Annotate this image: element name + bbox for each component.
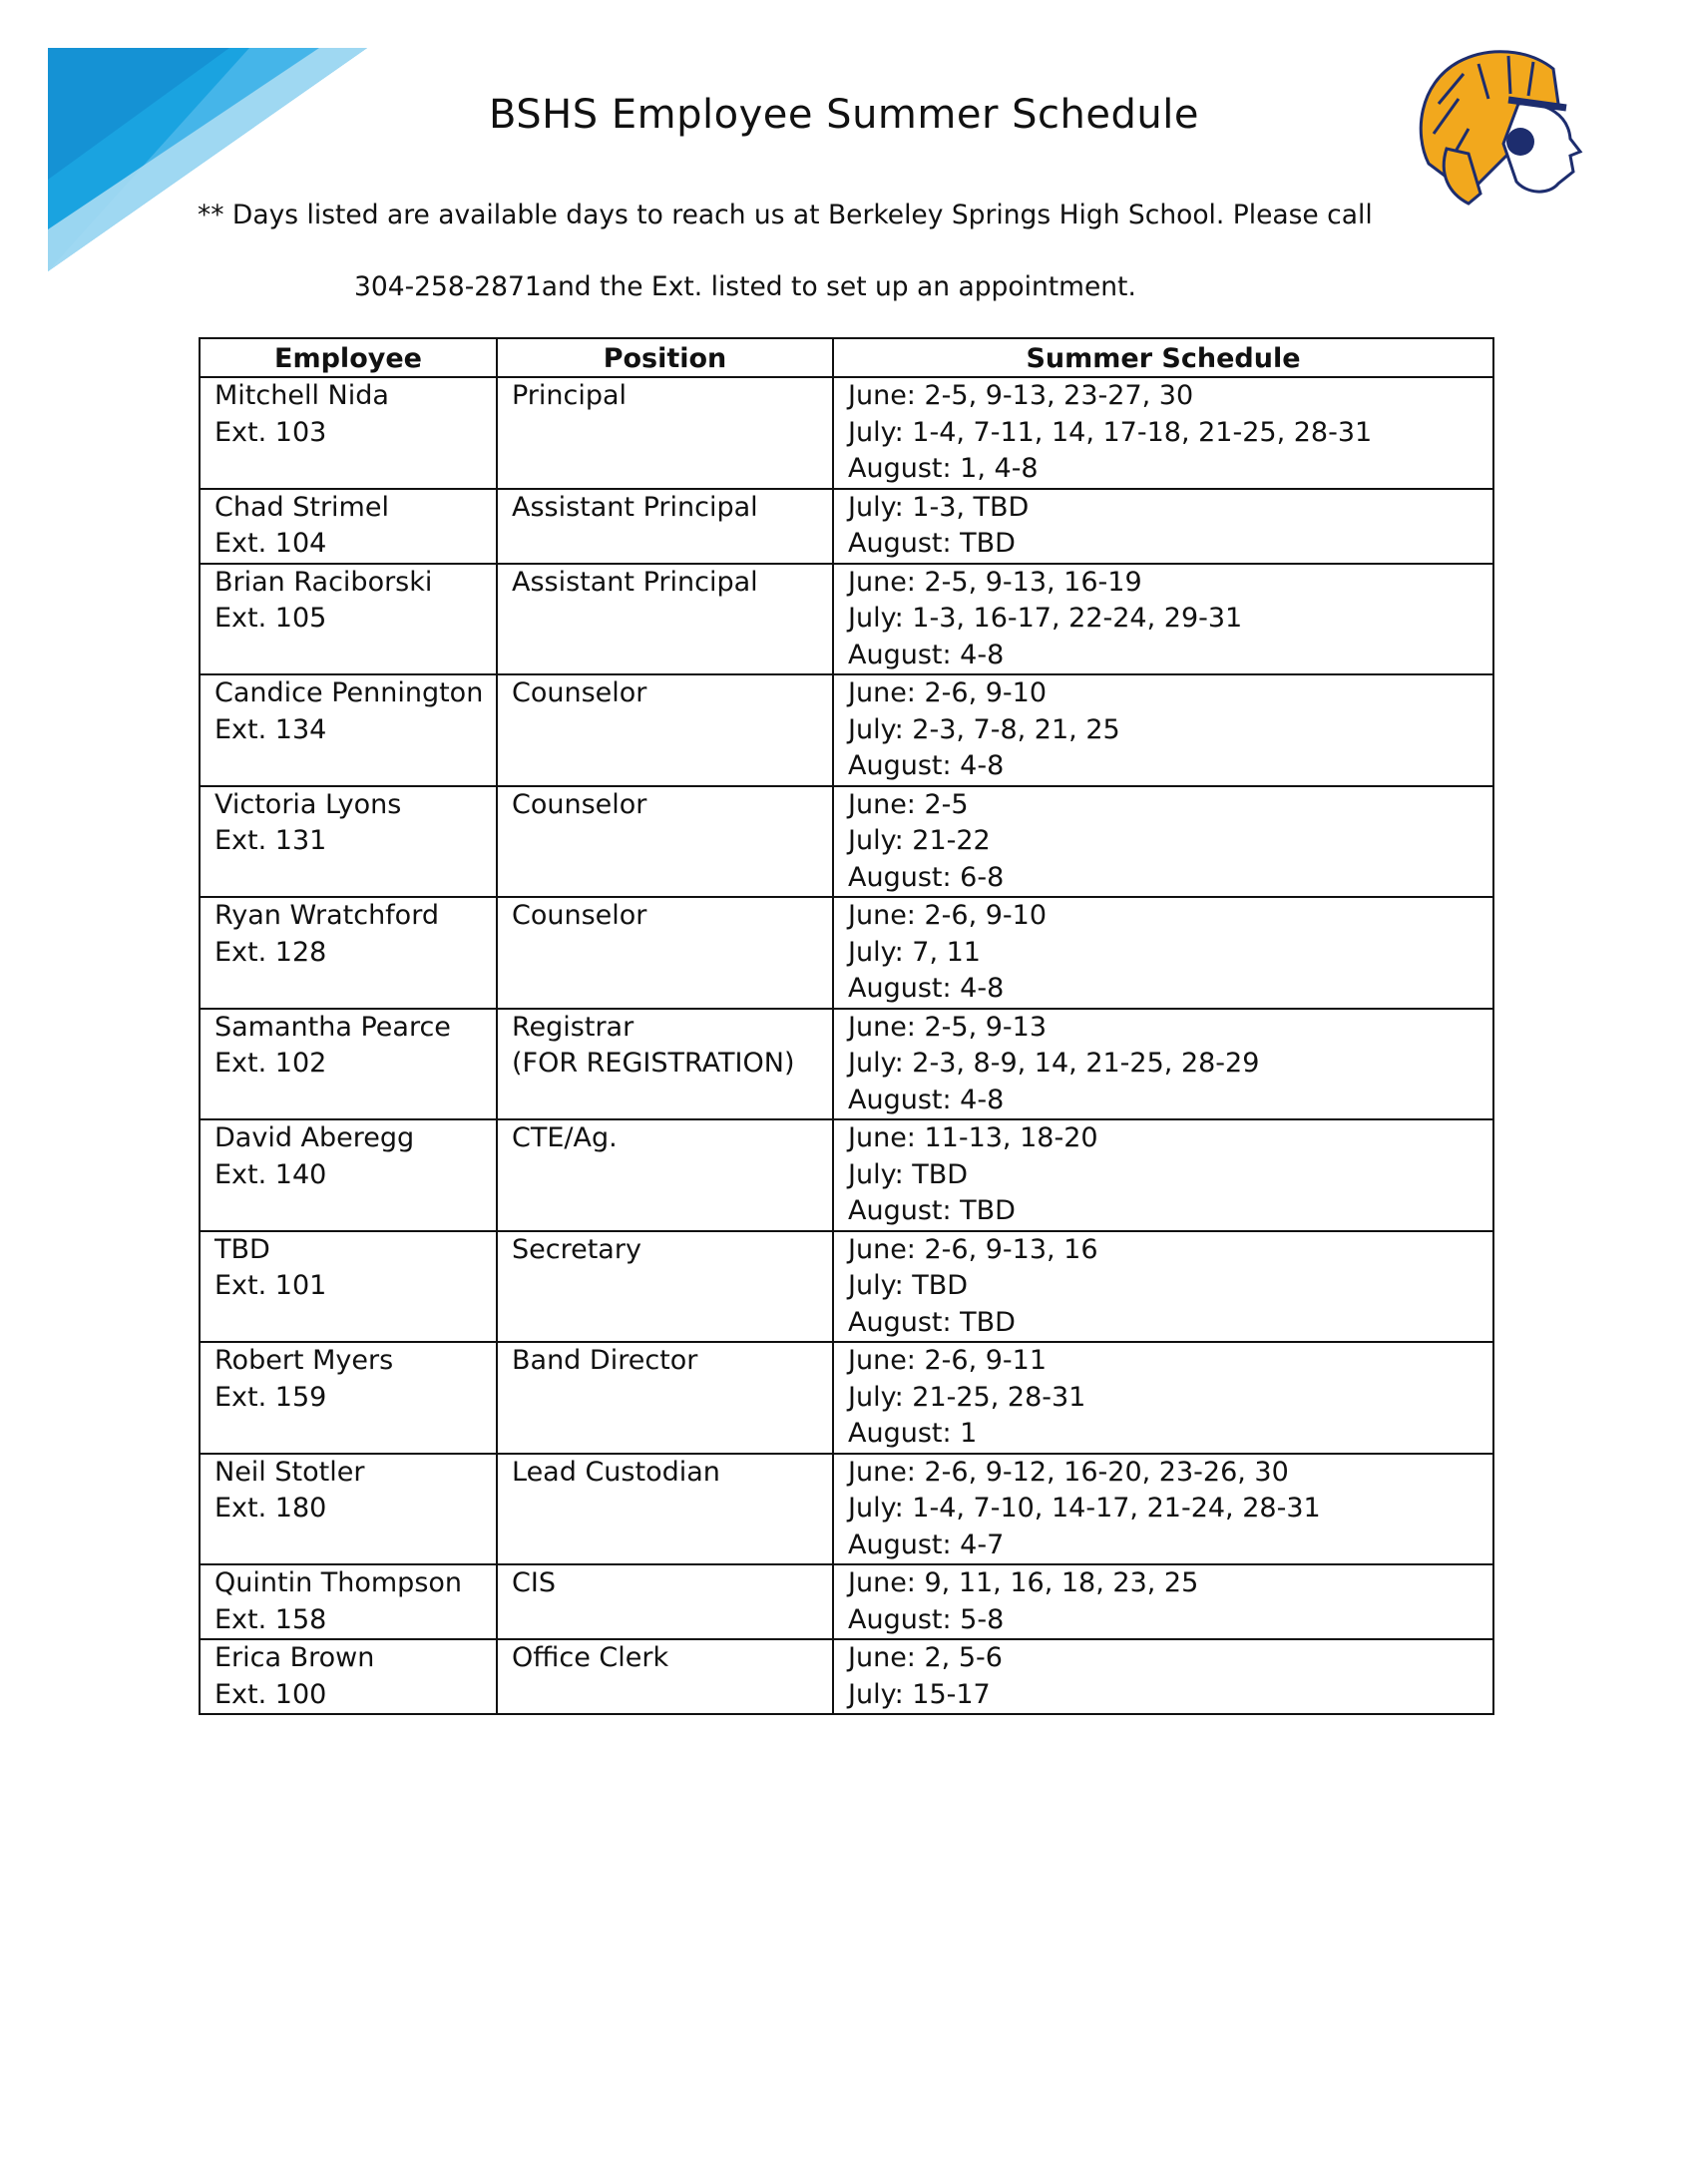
schedule-line: August: 5-8 xyxy=(848,1603,1005,1635)
position-text: CTE/Ag. xyxy=(512,1122,618,1153)
position-text: Counselor xyxy=(512,677,647,708)
table-row xyxy=(200,1639,1493,1714)
schedule-line: August: TBD xyxy=(848,528,1016,559)
employee-cell xyxy=(200,1119,497,1231)
schedule-cell xyxy=(833,564,1493,675)
schedule-line: August: 4-8 xyxy=(848,639,1005,670)
schedule-cell xyxy=(833,377,1493,489)
employee-extension: Ext. 180 xyxy=(214,1493,327,1524)
schedule-cell xyxy=(833,897,1493,1009)
employee-cell xyxy=(200,1454,497,1565)
schedule-line: July: 2-3, 8-9, 14, 21-25, 28-29 xyxy=(848,1048,1260,1079)
schedule-line: July: TBD xyxy=(848,1270,969,1301)
position-cell xyxy=(497,897,833,1009)
position-text: Secretary xyxy=(512,1233,641,1265)
table-row xyxy=(200,1009,1493,1120)
employee-name: David Aberegg xyxy=(214,1122,415,1153)
page-title: BSHS Employee Summer Schedule xyxy=(489,92,1199,138)
employee-extension: Ext. 104 xyxy=(214,528,327,559)
schedule-cell xyxy=(833,1639,1493,1714)
employee-cell xyxy=(200,564,497,675)
employee-extension: Ext. 134 xyxy=(214,713,327,745)
schedule-line: July: 1-3, 16-17, 22-24, 29-31 xyxy=(848,603,1243,634)
employee-cell xyxy=(200,897,497,1009)
schedule-line: June: 9, 11, 16, 18, 23, 25 xyxy=(848,1567,1199,1598)
employee-extension: Ext. 158 xyxy=(214,1603,327,1635)
schedule-cell xyxy=(833,1564,1493,1639)
header-position: Position xyxy=(497,338,833,377)
employee-extension: Ext. 140 xyxy=(214,1158,327,1190)
position-cell xyxy=(497,1639,833,1714)
employee-name: Ryan Wratchford xyxy=(214,900,439,931)
employee-cell xyxy=(200,1231,497,1343)
position-cell xyxy=(497,1009,833,1120)
schedule-line: July: TBD xyxy=(848,1158,969,1190)
schedule-cell xyxy=(833,1119,1493,1231)
employee-name: Brian Raciborski xyxy=(214,566,433,598)
employee-extension: Ext. 159 xyxy=(214,1381,327,1413)
employee-extension: Ext. 128 xyxy=(214,936,327,968)
table-row xyxy=(200,674,1493,786)
employee-extension: Ext. 102 xyxy=(214,1048,327,1079)
position-text: Registrar xyxy=(512,1011,634,1043)
schedule-line: July: 21-22 xyxy=(848,825,991,856)
position-text: Lead Custodian xyxy=(512,1456,720,1488)
contact-note-line-2: 304-258-2871and the Ext. listed to set up an appointment. xyxy=(354,271,1136,302)
schedule-line: June: 2-5, 9-13, 16-19 xyxy=(848,566,1142,598)
schedule-line: August: 4-8 xyxy=(848,750,1005,781)
position-text: Principal xyxy=(512,380,628,411)
employee-extension: Ext. 105 xyxy=(214,603,327,634)
position-text: Counselor xyxy=(512,788,647,820)
employee-cell xyxy=(200,489,497,564)
table-row xyxy=(200,377,1493,489)
position-text: Band Director xyxy=(512,1345,698,1376)
table-row xyxy=(200,897,1493,1009)
position-cell xyxy=(497,1342,833,1454)
table-row xyxy=(200,1119,1493,1231)
schedule-line: August: 1, 4-8 xyxy=(848,453,1039,484)
schedule-cell xyxy=(833,674,1493,786)
position-text: Office Clerk xyxy=(512,1642,669,1673)
employee-extension: Ext. 103 xyxy=(214,416,327,448)
schedule-cell xyxy=(833,1009,1493,1120)
employee-name: Samantha Pearce xyxy=(214,1011,451,1043)
table-row xyxy=(200,564,1493,675)
schedule-cell xyxy=(833,1342,1493,1454)
table-row xyxy=(200,1454,1493,1565)
employee-name: Victoria Lyons xyxy=(214,788,402,820)
employee-cell xyxy=(200,1009,497,1120)
position-text: (FOR REGISTRATION) xyxy=(512,1048,795,1079)
schedule-line: August: 4-8 xyxy=(848,973,1005,1004)
header-employee: Employee xyxy=(200,338,497,377)
employee-cell xyxy=(200,1564,497,1639)
schedule-line: July: 1-3, TBD xyxy=(848,491,1030,523)
employee-name: Erica Brown xyxy=(214,1642,375,1673)
schedule-line: July: 1-4, 7-11, 14, 17-18, 21-25, 28-31 xyxy=(848,416,1373,448)
schedule-line: July: 21-25, 28-31 xyxy=(848,1381,1086,1413)
schedule-cell xyxy=(833,1454,1493,1565)
table-row xyxy=(200,489,1493,564)
schedule-line: July: 15-17 xyxy=(848,1678,991,1710)
employee-cell xyxy=(200,786,497,898)
schedule-line: June: 11-13, 18-20 xyxy=(848,1122,1098,1153)
employee-name: Candice Pennington xyxy=(214,677,484,708)
schedule-line: August: 4-7 xyxy=(848,1529,1005,1560)
schedule-line: August: 1 xyxy=(848,1418,978,1449)
summer-schedule-table xyxy=(199,337,1494,1715)
schedule-line: August: TBD xyxy=(848,1195,1016,1226)
position-cell xyxy=(497,489,833,564)
table-row xyxy=(200,786,1493,898)
employee-name: Chad Strimel xyxy=(214,491,389,523)
position-cell xyxy=(497,377,833,489)
employee-cell xyxy=(200,377,497,489)
schedule-line: June: 2-6, 9-12, 16-20, 23-26, 30 xyxy=(848,1456,1289,1488)
employee-name: Robert Myers xyxy=(214,1345,394,1376)
position-cell xyxy=(497,1564,833,1639)
schedule-line: August: 6-8 xyxy=(848,861,1005,893)
position-text: Counselor xyxy=(512,900,647,931)
employee-extension: Ext. 101 xyxy=(214,1270,327,1301)
schedule-line: June: 2-5 xyxy=(848,788,969,820)
contact-note-line-1: ** Days listed are available days to reach us at Berkeley Springs High School. Please call xyxy=(198,200,1373,230)
employee-name: Mitchell Nida xyxy=(214,380,389,411)
header-summer-schedule: Summer Schedule xyxy=(833,338,1493,377)
employee-cell xyxy=(200,674,497,786)
schedule-cell xyxy=(833,1231,1493,1343)
schedule-line: August: TBD xyxy=(848,1306,1016,1338)
table-row xyxy=(200,1564,1493,1639)
position-cell xyxy=(497,674,833,786)
employee-name: Neil Stotler xyxy=(214,1456,365,1488)
schedule-line: June: 2-6, 9-11 xyxy=(848,1345,1048,1376)
table-row xyxy=(200,1342,1493,1454)
employee-extension: Ext. 131 xyxy=(214,825,327,856)
schedule-line: June: 2-6, 9-13, 16 xyxy=(848,1233,1098,1265)
schedule-line: July: 1-4, 7-10, 14-17, 21-24, 28-31 xyxy=(848,1493,1321,1524)
schedule-line: July: 2-3, 7-8, 21, 25 xyxy=(848,713,1120,745)
schedule-line: June: 2-5, 9-13, 23-27, 30 xyxy=(848,380,1194,411)
position-text: CIS xyxy=(512,1567,556,1598)
position-cell xyxy=(497,1231,833,1343)
schedule-line: June: 2-6, 9-10 xyxy=(848,677,1048,708)
schedule-line: June: 2, 5-6 xyxy=(848,1642,1003,1673)
corner-decoration xyxy=(0,0,379,279)
employee-name: Quintin Thompson xyxy=(214,1567,463,1598)
employee-cell xyxy=(200,1342,497,1454)
table-header-row xyxy=(200,338,1493,377)
employee-extension: Ext. 100 xyxy=(214,1678,327,1710)
position-text: Assistant Principal xyxy=(512,491,758,523)
schedule-line: June: 2-5, 9-13 xyxy=(848,1011,1048,1043)
table-row xyxy=(200,1231,1493,1343)
schedule-line: June: 2-6, 9-10 xyxy=(848,900,1048,931)
position-text: Assistant Principal xyxy=(512,566,758,598)
schedule-cell xyxy=(833,786,1493,898)
position-cell xyxy=(497,786,833,898)
position-cell xyxy=(497,564,833,675)
schedule-line: August: 4-8 xyxy=(848,1084,1005,1115)
schedule-line: July: 7, 11 xyxy=(848,936,981,968)
position-cell xyxy=(497,1454,833,1565)
employee-name: TBD xyxy=(214,1233,270,1265)
employee-cell xyxy=(200,1639,497,1714)
schedule-cell xyxy=(833,489,1493,564)
position-cell xyxy=(497,1119,833,1231)
